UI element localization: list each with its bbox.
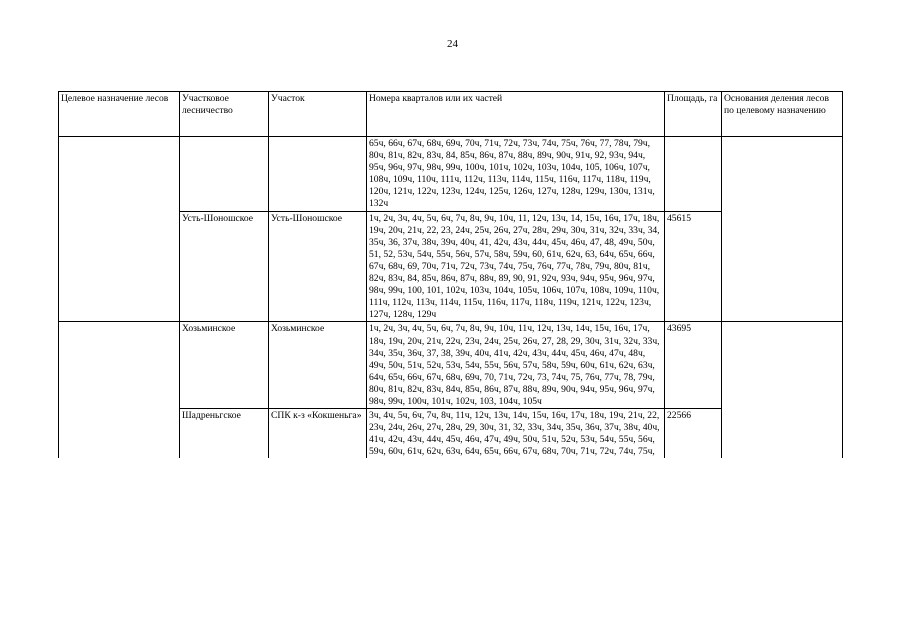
plot-cell: Хозьминское [269,322,367,409]
quarters-cell: 3ч, 4ч, 5ч, 6ч, 7ч, 8ч, 11ч, 12ч, 13ч, 14ч, 15ч, 16ч, 17ч, 18ч, 19ч, 21ч, 22, 23ч, 24ч, 26ч, 27ч, 28ч, 29, 30ч, 31, 32, 33ч, 34ч, 35ч, 36ч, 37ч, 38ч, 40ч, 41ч, 42ч, 43ч, 44ч, 45ч, 46ч, 47ч, 49ч, 50ч, 51ч, 52ч, 53ч, 54ч, 55ч, 56ч, 59ч, 60ч, 61ч, 62ч, 63ч, 64ч, 65ч, 66ч, 67ч, 68ч, 70ч, 71ч, 72ч, 74ч, 75ч, [367,409,665,459]
header-basis: Основания деления лесов по целевому назначению [722,92,843,137]
table-row [59,137,843,212]
area-cell: 45615 [665,211,722,322]
table-header-row [59,92,843,137]
forestry-cell: Хозьминское [180,322,269,409]
quarters-cell: 65ч, 66ч, 67ч, 68ч, 69ч, 70ч, 71ч, 72ч, 73ч, 74ч, 75ч, 76ч, 77, 78ч, 79ч, 80ч, 81ч, 82ч, 83ч, 84, 85ч, 86ч, 87ч, 88ч, 89ч, 90ч, 91ч, 92, 93ч, 94ч, 95ч, 96ч, 97ч, 98ч, 99ч, 100ч, 101ч, 102ч, 103ч, 104ч, 105, 106ч, 107ч, 108ч, 109ч, 110ч, 111ч, 112ч, 113ч, 114ч, 115ч, 116ч, 117ч, 118ч, 119ч, 120ч, 121ч, 122ч, 123ч, 124ч, 125ч, 126ч, 127ч, 128ч, 129ч, 130ч, 131ч, 132ч [367,137,665,212]
area-cell: 43695 [665,322,722,409]
header-plot: Участок [269,92,367,137]
forest-purpose-table [58,91,843,458]
area-cell [665,137,722,212]
header-quarters: Номера кварталов или их частей [367,92,665,137]
area-cell: 22566 [665,409,722,459]
forestry-cell [180,137,269,212]
basis-cell [722,322,843,459]
header-purpose: Целевое назначение лесов [59,92,180,137]
purpose-cell [59,322,180,459]
forestry-cell: Усть-Шоношское [180,211,269,322]
quarters-cell: 1ч, 2ч, 3ч, 4ч, 5ч, 6ч, 7ч, 8ч, 9ч, 10ч, 11ч, 12ч, 13ч, 14ч, 15ч, 16ч, 17ч, 18ч, 19ч, 20ч, 21ч, 22ч, 23ч, 24ч, 25ч, 26ч, 27, 28, 29, 30ч, 31ч, 32ч, 33ч, 34ч, 35ч, 36ч, 37, 38, 39ч, 40ч, 41ч, 42ч, 43ч, 44ч, 45ч, 46ч, 47ч, 48ч, 49ч, 50ч, 51ч, 52ч, 53ч, 54ч, 55ч, 56ч, 57ч, 58ч, 59ч, 60ч, 61ч, 62ч, 63ч, 64ч, 65ч, 66ч, 67ч, 68ч, 69ч, 70, 71ч, 72ч, 73, 74ч, 75, 76ч, 77ч, 78, 79ч, 80ч, 81ч, 82ч, 83ч, 84ч, 85ч, 86ч, 87ч, 88ч, 89ч, 90ч, 94ч, 95ч, 96ч, 97ч, 98ч, 99ч, 100ч, 101ч, 102ч, 103, 104ч, 105ч [367,322,665,409]
header-forestry: Участковое лесничество [180,92,269,137]
plot-cell: Усть-Шоношское [269,211,367,322]
forestry-cell: Шадреньгское [180,409,269,459]
header-area: Площадь, га [665,92,722,137]
page-number: 24 [447,38,458,50]
plot-cell: СПК к-з «Кокшеньга» [269,409,367,459]
table-row [59,322,843,409]
purpose-cell [59,137,180,322]
basis-cell [722,137,843,322]
quarters-cell: 1ч, 2ч, 3ч, 4ч, 5ч, 6ч, 7ч, 8ч, 9ч, 10ч, 11, 12ч, 13ч, 14, 15ч, 16ч, 17ч, 18ч, 19ч, 20ч, 21ч, 22, 23, 24ч, 25ч, 26ч, 27ч, 28ч, 29ч, 30ч, 31ч, 32ч, 33ч, 34, 35ч, 36, 37ч, 38ч, 39ч, 40ч, 41, 42ч, 43ч, 44ч, 45ч, 46ч, 47, 48, 49ч, 50ч, 51, 52, 53ч, 54ч, 55ч, 56ч, 57ч, 58ч, 59ч, 60, 61ч, 62ч, 63, 64ч, 65ч, 66ч, 67ч, 68ч, 69, 70ч, 71ч, 72ч, 73ч, 74ч, 75ч, 76ч, 77ч, 78ч, 79ч, 80ч, 81ч, 82ч, 83ч, 84, 85ч, 86ч, 87ч, 88ч, 89, 90, 91, 92ч, 93ч, 94ч, 95ч, 96ч, 97ч, 98ч, 99ч, 100, 101, 102ч, 103ч, 104ч, 105ч, 106ч, 107ч, 108ч, 109ч, 110ч, 111ч, 112ч, 113ч, 114ч, 115ч, 116ч, 117ч, 118ч, 119ч, 121ч, 122ч, 123ч, 127ч, 128ч, 129ч [367,211,665,322]
plot-cell [269,137,367,212]
